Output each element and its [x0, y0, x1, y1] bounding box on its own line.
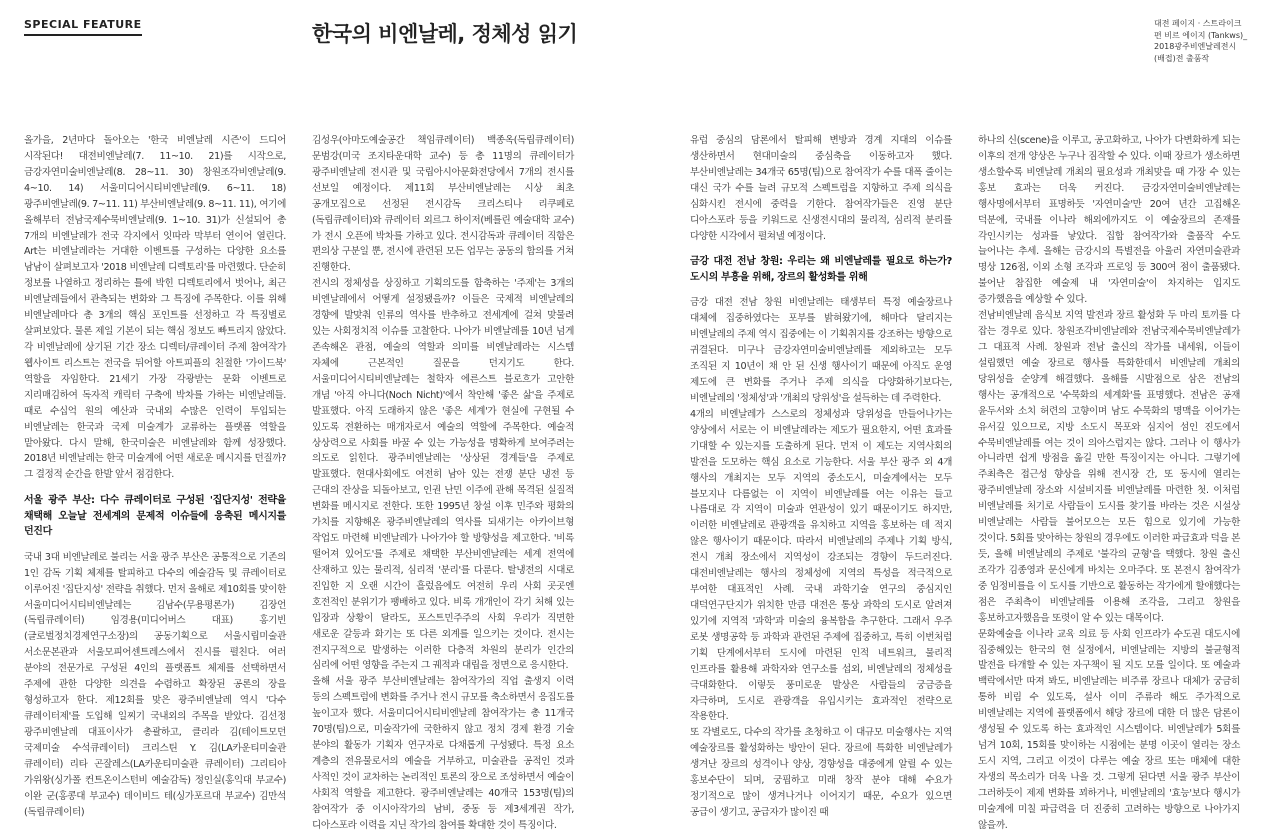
- text-column-4: [978, 133, 1240, 834]
- paragraph: 유럽 중심의 담론에서 탈피해 변방과 경계 지대의 이슈를 생산하면서 현대미술의 중심축을 이동하고자 했다. 부산비엔날레는 34개국 65명(팀)으로 참여작가 수를 대폭 줄이는 대신 국가 수를 늘려 규모적 스펙트럼을 지향하고 주제 의식을 심화시킨 전시에 중력을 기한다. 참여작가들은 진영 분단 디아스포라 등을 키워드로 신생전시대의 물리적, 심리적 분리를 다양한 시각에서 펼쳐낼 예정이다.: [690, 135, 952, 242]
- subheading: 금강 대전 전남 창원: 우리는 왜 비엔날레를 필요로 하는가? 도시의 부흥을 위해, 장르의 활성화를 위해: [690, 256, 952, 283]
- text-column-3: [690, 133, 952, 821]
- page-title: 한국의 비엔날레, 정체성 읽기: [312, 22, 578, 46]
- paragraph: 올가을, 2년마다 돌아오는 '한국 비엔날레 시즌'이 드디어 시작된다! 대전비엔날레(7. 11~10. 21)를 시작으로, 금강자연미술비엔날레(8. 28~11. 30) 창원조각비엔날레(9. 4~10. 14) 서울미디어시티비엔날레(9. 6~11. 18) 광주비엔날레(9. 7~11. 11) 부산비엔날레(9. 8~11. 11), 여기에 올해부터 전남국제수묵비엔날레(9. 1~10. 31)가 신설되어 총 7개의 비엔날레가 전국 각지에서 잇따라 막부터 연이어 열린다. Art는 비엔날레라는 거대한 이벤트를 구성하는 다양한 요소를 남남이 살펴보고자 '2018 비엔날레 디렉토리'를 마련했다. 단순히 정보를 나열하고 정리하는 틀에 박힌 디렉토리에서 벗어나, 최근 비엔날레들에서 관측되는 변화와 그 특징에 주목한다. 이를 위해 비엔날레마다 총 3개의 핵심 포인트를 선정하고 각 특징별로 살펴보았다. 물론 제일 기본이 되는 핵심 정보도 빠트리지 않았다. 각 비엔날레에 상기된 기간 장소 디렉터/큐레이터 주제 참여작가 웹사이트 리스트는 전국을 뒤어할 아트피플의 친절한 '가이드북' 역할을 자임한다. 21세기 가장 각광받는 문화 이벤트로 지리매김하여 독자적 캐릭터 구축에 박차를 가하는 비엔날레들. 때로 수십억 원의 예산과 국내외 수많은 인력이 투입되는 비엔날레는 한국과 국제 미술계가 교류하는 플랫폼 역할을 맡아왔다. 다시 말해, 한국미술은 비엔날레와 함께 성장했다. 2018년 비엔날레는 한국 미술계에 어떤 새로운 메시지를 던질까? 그 결정적 순간을 한발 앞서 점검한다.: [24, 135, 286, 481]
- text-column-1: [24, 133, 286, 820]
- image-credit: [1154, 18, 1266, 64]
- paragraph: 올해 서울 광주 부산비엔날레는 참여작가의 직업 출생지 이력 등의 스펙트럼에 변화를 주거나 전시 규모를 축소하면서 응집도를 높이고자 했다. 서울미디어시티비엔날레 참여작가는 총 11개국 70명(팀)으로, 미술작가에 국한하지 않고 정치 경제 환경 기술 분야의 활동가 기획자 연구자로 다채롭게 구성됐다. 특정 요소 계층의 전유물로서의 예술을 거부하고, 미술관을 공적인 것과 사적인 것이 교차하는 논리적인 토론의 장으로 조성하면서 예술이 사회적 역할을 제고한다. 광주비엔날레는 40개국 153명(팀)의 참여작가 중 이시아작가의 남비, 중동 등 제3세계권 작가, 디아스포라 이력을 지닌 작가의 참여를 확대한 것이 특징이다.: [312, 676, 574, 831]
- credit-line: 대전 페이지 · 스트라이크: [1154, 19, 1242, 28]
- section-tag: SPECIAL FEATURE: [24, 18, 142, 36]
- paragraph: 4개의 비엔날레가 스스로의 정체성과 당위성을 만들어나가는 양상에서 서로는 이 비엔날레라는 제도가 필요한지, 어떤 효과를 기대할 수 있는지를 도출하게 된다. 먼저 이 제도는 지역사회의 발전을 도모하는 핵심 요소로 기능한다. 서울 부산 광주 외 4개 행사의 개최지는 모두 지역의 중소도시, 미술계에서는 모두 블모지나 다름없는 이 지역이 비엔날레를 여는 이유는 들고 나름대로 각 지역이 미술과 연관성이 있기 때문이기도 하지만, 이러한 비엔날레로 관광객을 유치하고 지역을 홍보하는 데 적지 않은 행사이기 때문이다. 따라서 비엔날레의 주제나 기획 방식, 전시 개최 장소에서 지역성이 강조되는 경향이 두드러진다. 대전비엔날레는 행사의 정체성에 지역의 특성을 적극적으로 부여한 대표적인 사례. 국내 과학기술 연구의 중심지인 대덕연구단지가 위치한 만큼 대전은 통상 과학의 도시로 알려져 있기에 지역적 '과학'과 미술의 융복합을 추구한다. 그래서 우주 로봇 생명공학 등 과학과 관련된 주제에 집중하고, 특히 이번처럼 기획 단계에서부터 도시에 마련된 인적 네트워크, 물리적 인프라를 활용해 과학자와 연구소를 섭외, 비엔날레의 정체성을 극대화한다. 이렇듯 풍미로운 발상은 사람들의 궁금증을 자극하며, 도시로 관광객을 유입시키는 효과적인 전략으로 작용한다.: [690, 408, 952, 723]
- paragraph: 문화예술을 이나라 교육 의료 등 사회 인프라가 수도권 대도시에 집중해있는 한국의 현 실정에서, 비엔날레는 지방의 불균형적 발전을 타개할 수 있는 자구책이 될 지도 모를 일이다. 또 예술과 백락에서만 따져 봐도, 비엔날레는 비주류 장르나 대체가 궁금히 통하 비림 수 있도록, 설사 이미 주류라 해도 주가적으로 비엔날레는 지역에 플랫폼에서 해당 장르에 대한 더 많은 담론이 생성될 수 있도록 하는 효과적인 시스템이다. 비엔날레가 5회를 넘겨 10회, 15회를 맞이하는 시점에는 분명 이곳이 열리는 장소 도시 지역, 그리고 이것이 다루는 예술 장르 또는 매체에 대한 자생의 목소리가 더욱 나올 것. 그렇게 된다면 서울 광주 부산이 그러하듯이 제제 변화를 꾀하거나, 비엔날레의 '효능'보다 행시가 미술계에 미칠 파급력을 더 진중히 고려하는 방향으로 나아가지 않을까.: [978, 628, 1240, 831]
- credit-line: (배접)전 출품작: [1154, 53, 1210, 63]
- paragraph: 전시의 정체성을 상징하고 기획의도를 함축하는 '주제'는 3개의 비엔날레에서 어떻게 설정됐을까? 이들은 국제적 비엔날레의 경향에 발맞춰 인류의 역사를 반추하고 전세계에 걸쳐 맞물려 있는 사회정치적 이슈를 고찰한다. 나아가 비엔날레를 10년 넘게 존속해온 관점, 예술의 역할과 의미를 비엔날레라는 시스템 자체에 근본적인 질문을 던지기도 한다. 서울미디어시티비엔날레는 철학자 에른스트 블로흐가 고안한 개념 '아직 아니다(Noch Nicht)'에서 착안해 '좋은 삶'을 주제로 발표했다. 아직 도래하지 않은 '좋은 세계'가 현실에 구현될 수 있도록 전환하는 매개자로서 예술의 역할에 주목한다. 예술적 상상력으로 사회를 바꿀 수 있는 가능성을 명확하게 보여주려는 의도로 읽힌다. 광주비엔날레는 '상상된 경계들'을 주제로 발표했다. 현대사회에도 여전히 남아 있는 전쟁 분단 냉전 등 근대의 잔상을 되돌아보고, 인권 난민 이주에 관해 목격된 실질적 변화를 메시지로 전한다. 또한 1995년 창설 이후 민주와 평화의 가치를 지향해온 광주비엔날레의 역사를 되새기는 아카이브형 작업도 마련해 비엔날레가 나아가야 할 방향성을 제고한다. '비록 떨어져 있어도'를 주제로 채택한 부산비엔날레는 세계 전역에 산재하고 있는 물리적, 심리적 '분리'를 다룬다. 탈냉전의 시대로 진입한 지 오랜 시간이 흘렀음에도 여전히 우리 사회 곳곳엔 호전적인 분위기가 팽배하고 있다. 비록 개개인이 각기 처해 있는 입장과 상황이 달라도, 포스트민주주의 사회 우리가 직면한 새로운 갈등과 화기는 또 다른 외계를 일으키는 것이다. 전시는 전지구적으로 발생하는 이러한 다층적 차원의 분리가 인간의 심리에 어떤 영향을 주는지 그 궤적과 대립을 정면으로 응시한다.: [312, 278, 574, 672]
- credit-line: 편 비르 에이지 (Tankws)_: [1154, 30, 1248, 40]
- paragraph: 국내 3대 비엔날레로 불리는 서울 광주 부산은 공통적으로 기존의 1인 감독 기획 체제를 탈피하고 다수의 예술감독 및 큐레이터로 이루어진 '집단지성' 전략을 취했다. 먼저 올해로 제10회를 맞이한 서울미디어시티비엔날레는 김남수(무용평론가) 김장언(독립큐레이터) 임경용(미디어버스 대표) 홍기빈(글로벌정치경제연구소장)의 공동기획으로 서울시립미술관 서소문본관과 서울모피어센트레스에서 진시를 펼친다. 여러 분야의 전문가로 구성된 4인의 플랫폼트 체제를 선택하면서 주제에 관한 다양한 의견을 수렴하고 확장된 공론의 장을 형성하고자 한다. 제12회를 맞은 광주비엔날레 역시 '다수 큐레이터제'를 도입해 일찌기 국내외의 주목을 받았다. 김선정 광주비엔날레 대표이사가 총괄하고, 클리라 김(테이트모던 국제미술 수석큐레이터) 크리스틴 Y. 김(LA카운티미술관 큐레이터) 리타 곤잘레스(LA카운티미술관 큐레이터) 그리티아 가위왕(싱가폴 컨트온이스턴비 예술감독) 정인실(홍익대 부교수) 이완 군(홍콩대 부교수) 데이비드 테(싱가포르대 부교수) 김만석(독립큐레이터): [24, 551, 286, 818]
- paragraph: 전남비엔날레 음식보 지역 발전과 장르 활성화 두 마리 토끼를 다 잡는 경우로 있다. 창원조각비엔날레와 전남국제수묵비엔날레가 그 대표적 사례. 창원과 전남 출신의 작가를 내세워, 이들이 설립했던 예술 장르로 행사를 특화한데서 비엔날레 개최의 당위성을 순양계 해결했다. 올해를 시발점으로 삼은 전남의 행사는 공개적으로 '수묵화의 세계화'를 표명했다. 전남은 공재 윤두서와 소치 허련의 고향이며 남도 수묵화의 명맥을 이어가는 유서깊 있으므로, 지방 소도시 목포와 심지어 섬인 진도에서 수묵비엔날레를 여는 것이 의아스럽지는 않다. 그러나 이 행사가 아니라면 쉽게 방점을 옮길 만한 특징이지는 아니다. 그렇기에 주최측은 접근성 향상을 위해 전시장 간, 또 동시에 열리는 광주비엔날레 장소와 시설비지를 비엔날레를 마련한 첫. 이처럼 비엔날레를 처기로 사람들이 도시를 찾기를 바라는 것은 시설상 비엔날레는 사람들 불어모으는 모든 힘으로 있기에 가능한 것이다. 5회를 맞아하는 창원의 경우에도 이러한 파급효과 덕을 본 듯, 올해 비엔날레의 주제로 '불각의 균형'을 택했다. 창원 출신 조각가 김종영과 문신에게 바치는 오마주다. 또 본전시 참여작가 중 임정비를을 이 도시를 기반으로 활동하는 작가에게 할애했다는 점은 주최측이 비엔날레를 이용해 조각을, 그리고 창원을 홍보하고자했음을 또렷이 알 수 있는 대목이다.: [978, 310, 1240, 624]
- credit-line: 2018광주비엔날레전시: [1154, 42, 1237, 52]
- text-column-2: [312, 133, 574, 834]
- paragraph: 김성우(아마도예술공간 책임큐레이터) 백종옥(독립큐레이터) 문범강(미국 조지타운대학 교수) 등 총 11명의 큐레이터가 광주비엔날레 전시관 및 국립아시아문화전당에서 7개의 전시를 선보일 예정이다. 제11회 부산비엔날레는 시상 최초 공개모집으로 선정된 전시감독 크리스티나 리쿠페로(독립큐레이터)와 큐레이터 외르그 하이저(베를린 예술대학 교수)가 전시 오픈에 박차를 가하고 있다. 전시감독과 큐레이터 직함은 편의상 구분일 뿐, 전시에 관련된 모든 업무는 공동의 합의를 거쳐 진행한다.: [312, 135, 574, 274]
- paragraph: 또 각별로도, 다수의 작가를 초청하고 이 대규모 미술행사는 지역 예술장르를 활성화하는 방안이 된다. 장르에 특화한 비엔날레가 생겨난 장르의 성격이나 양상, 경향성을 대중에게 알릴 수 있는 홍보수단이 되며, 궁핍하고 미래 창작 분야 대해 수요가 정기적으로 많이 생겨나거나 이어지기 때문, 수요가 있으면 공급이 생기고, 공급자가 많이진 때: [690, 727, 952, 818]
- paragraph: 금강 대전 전남 창원 비엔날레는 태생부터 특정 예술장르나 대체에 집중하였다는 포부를 밝혀왔기에, 해마다 달리지는 비엔날레의 주제 역시 집중에는 이 기획취지를 강조하는 방향으로 귀결된다. 미구나 금강자연미술비엔날레를 제외하고는 모두 조직된 지 10년이 채 안 된 신생 행사이기 때문에 아직도 운영 제도에 큰 변화를 주거나 주제 의식을 다양화하기보다는, 비엔날레의 '정체성'과 '개최의 당위성'을 설득하는 데 주력한다.: [690, 297, 952, 404]
- subheading: 서울 광주 부산: 다수 큐레이터로 구성된 '집단지성' 전략을 채택해 오늘날 전세계의 문제적 이슈들에 응축된 메시지를 던진다: [24, 495, 286, 538]
- paragraph: 하나의 신(scene)을 이루고, 공고화하고, 나아가 다변화하게 되는 이후의 전개 양상은 누구나 짐작할 수 있다. 이때 장르가 생소하면 생소할수록 비엔날레 개최의 필요성과 개최맞을 때 가장 수 있는 홍보 효과는 더욱 커진다. 금강자연미술비엔날레는 행사명에서부터 표명하듯 '자연미술'만 20여 년간 고집해온 덕분에, 국내를 이나라 해외에까지도 이 예술장르의 존재를 각인시키는 성과를 낳았다. 집합 참여작가와 출품작 수도 늘어나는 추세. 올해는 금강시의 특별전을 아울러 자연미술관과 명상 126점, 이외 소형 조각과 프로잉 등 300여 점이 출품됐다. 불어난 참집한 예술제 내 '자연미술'이 차지하는 입지도 증가했음을 예상할 수 있다.: [978, 135, 1240, 306]
